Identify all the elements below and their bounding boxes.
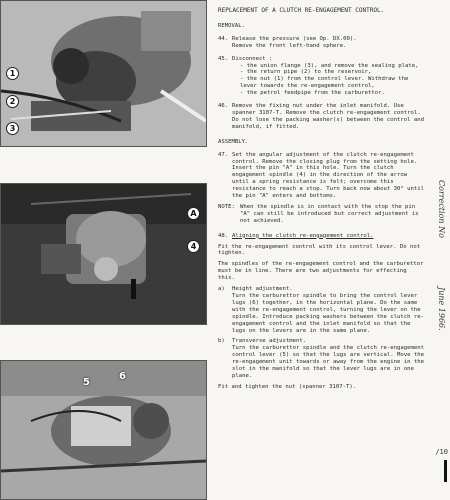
margin-date: June 1966. bbox=[437, 287, 446, 331]
page-edge-bar bbox=[444, 460, 447, 482]
callout-4: 4 bbox=[187, 240, 200, 253]
callout-2: 2 bbox=[6, 95, 19, 108]
callout-5: 5 bbox=[83, 377, 90, 388]
paragraph-fit: Fit the re-engagement control with its control lever. Do not tighten. bbox=[218, 243, 421, 257]
photo-middle bbox=[0, 183, 207, 325]
callout-1: 1 bbox=[6, 67, 19, 80]
photo-bottom bbox=[0, 360, 207, 500]
document-title: REPLACEMENT OF A CLUTCH RE-ENGAGEMENT CONTROL. bbox=[218, 7, 385, 14]
removal-heading: REMOVAL. bbox=[218, 22, 245, 29]
document-body bbox=[218, 8, 426, 391]
step-47: 47. Set the angular adjustment of the clutch re-engagement control. Remove the closing plug from the setting hole. Insert the pin "A" in this hole. Turn the clutch engagement spindle (4) in the direction of the arrow until a spring resistance is felt; overcome this resistance to reach a stop. Turn back now about 30° until the pin "A" enters and bottoms. bbox=[218, 151, 424, 200]
final-line: Fit and tighten the nut (spanner 3107-T). bbox=[218, 383, 357, 390]
callout-6: 6 bbox=[119, 371, 126, 382]
step-48: 48. Aligning the clutch re-engagement control. bbox=[218, 232, 374, 239]
margin-correction: Correction No bbox=[437, 180, 446, 238]
step-44: 44. Release the pressure (see Op. DX.00). Remove the front left-hand sphere. bbox=[218, 35, 357, 49]
paragraph-spindles: The spindles of the re-engagement control and the carburettor must be in line. There are two adjustments for effecting this. bbox=[218, 261, 424, 282]
page-number: /10 bbox=[435, 448, 448, 456]
item-a: a) Height adjustment. Turn the carburettor spindle to bring the control lever lugs (6) together, in the horizontal plane. Do the same with the re-engagement control, turning the lever on the spindle. Introduce packing washers between the clutch re-engagement control and the inlet manifold so that the lugs on the levers are in the same plane. bbox=[218, 286, 424, 334]
step-46: 46. Remove the fixing nut under the inlet manifold. Use spanner 3107-T. Remove the clutch re-engagement control. Do not lose the packing washer(s) between the control and manifold, if fitted. bbox=[218, 103, 424, 130]
note: NOTE: When the spindle is in contact with the stop the pin "A" can still be introduced but correct adjustment is not achieved. bbox=[218, 203, 419, 224]
photo-top bbox=[0, 0, 207, 147]
step-45: 45. Disconnect : - the union flange (3), and remove the sealing plate, - the return pipe (2) to the reservoir, - the nut (1) from the control lever. Withdraw the lever towards the re-engagement control, - the petrol feedpipe from the carburettor. bbox=[218, 55, 419, 97]
item-b: b) Transverse adjustment. Turn the carburettor spindle and the clutch re-engagement control lever (5) so that the lugs are vertical. Move the re-engagement unit towards or away from the engine in the slot in the manifold so that the lever lugs are in one plane. bbox=[218, 338, 424, 379]
assembly-heading: ASSEMBLY. bbox=[218, 138, 249, 145]
callout-3: 3 bbox=[6, 122, 19, 135]
callout-A: A bbox=[187, 207, 200, 220]
